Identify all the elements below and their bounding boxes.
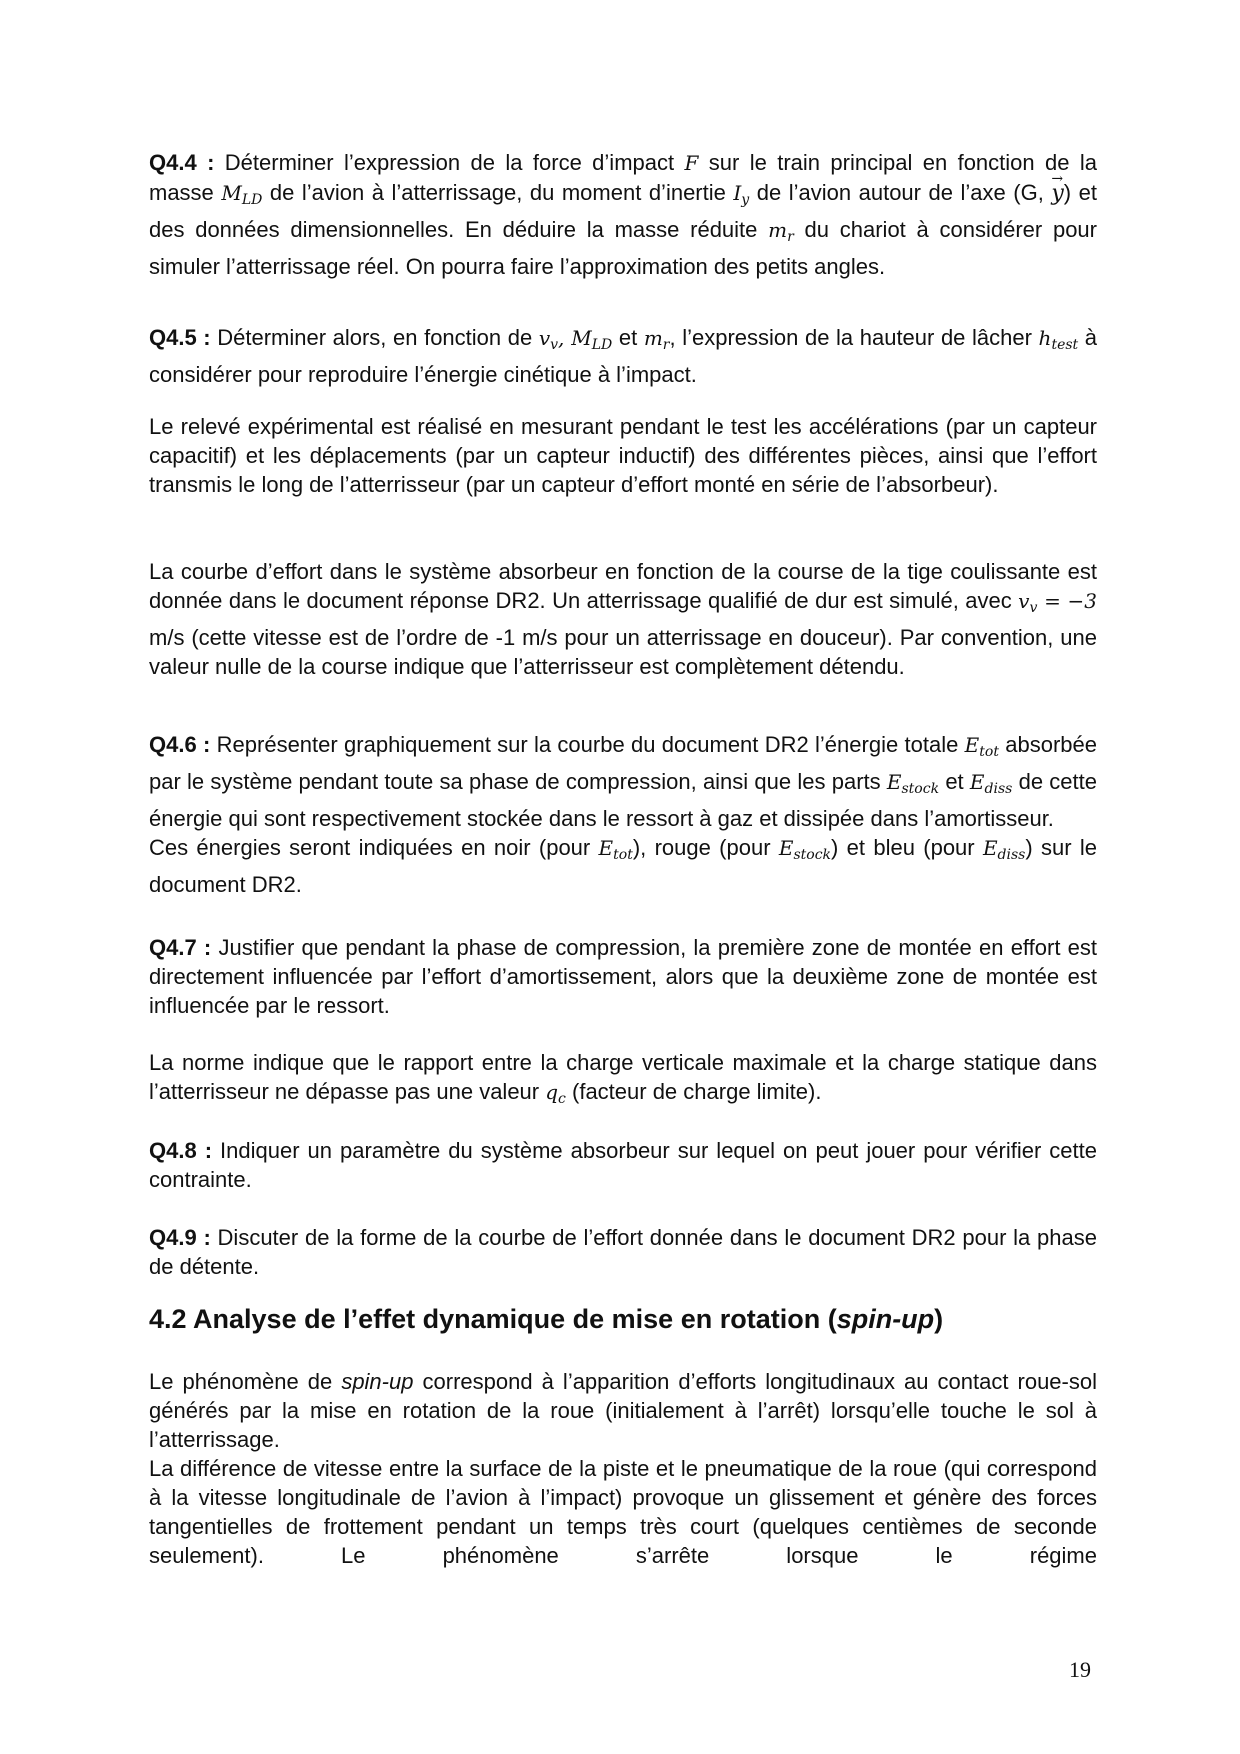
math-vector-y: y → [1051,179,1063,208]
paragraph-releve: Le relevé expérimental est réalisé en mesurant pendant le test les accélérations (par un capteur capacitif) et les déplacements (par un capteur inductif) des différentes pièces, ainsi que l’effort transmis le long de l’atterrisseur (par un capteur d’effort monté en série de l’absorbeur). [149,414,1097,497]
math-energy-tot: E [964,733,980,757]
math-velocity: v [1018,589,1030,613]
question-q4-5: Q4.5 : Déterminer alors, en fonction de $v_v$, $M_{LD}$ et $m_r$, l’expression de la hauteur de lâcher $h_{test}$ à considérer pour reproduire l’énergie cinétique à l’impact. [149,325,1098,387]
question-label: Q4.7 : [149,935,212,960]
question-label: Q4.4 : [149,150,215,175]
paragraph-spinup-2: La différence de vitesse entre la surface de la piste et le pneumatique de la roue (qui correspond à la vitesse longitudinale de l’avion à l’impact) provoque un glissement et génère des forces tangentielles de frottement pendant un temps très court (quelques centièmes de seconde seulement). Le phénomène s’arrête lorsque le régime [149,1456,1097,1568]
math-height: h [1038,326,1052,350]
question-q4-4: Q4.4 : Déterminer l’expression de la force d’impact F sur le train principal en fonction de la masse $M_{LD}$ de l’avion à l’atterrissage, du moment d’inertie $I_y$ de l’avion autour de l’axe (G, y →) et des données dimensionnelles. En déduire la masse réduite $m_r$ du chariot à considérer pour simuler l’atterrissage réel. On pourra faire l’approximation des petits angles. [149,148,1097,281]
question-label: Q4.9 : [149,1225,211,1250]
math-mass-mld: M [571,326,592,350]
math-energy-diss: E [969,770,985,794]
math-mass-mld: M [221,181,242,205]
question-q4-6: Q4.6 : Représenter graphiquement sur la courbe du document DR2 l’énergie totale $E_{tot}$ absorbée par le système pendant toute sa phase de compression, ainsi que les parts $E_{stock}$ et $E_{diss}$ de cette énergie qui sont respectivement stockée dans le ressort à gaz et dissipée dans l’amortisseur. Ces énergies seront indiquées en noir (pour $E_{tot}$), rouge (pour $E_{stock}$) et bleu (pour $E_{diss}$) sur le document DR2. [149,732,1098,897]
question-label: Q4.8 : [149,1138,213,1163]
question-label: Q4.6 : [149,732,211,757]
math-velocity: v [538,326,551,350]
math-load-factor: q [545,1080,559,1104]
question-q4-8: Q4.8 : Indiquer un paramètre du système absorbeur sur lequel on peut jouer pour vérifier cette contrainte. [149,1138,1097,1192]
math-equation: = −3 [1037,589,1097,613]
page-number: 19 [1069,1657,1091,1682]
math-force: F [684,151,699,175]
question-q4-9: Q4.9 : Discuter de la forme de la courbe de l’effort donnée dans le document DR2 pour la phase de détente. [149,1225,1097,1279]
paragraph-courbe: La courbe d’effort dans le système absorbeur en fonction de la course de la tige coulissante est donnée dans le document réponse DR2. Un atterrissage qualifié de dur est simulé, avec $v_v = -3$ m/s (cette vitesse est de l’ordre de -1 m/s pour un atterrissage en douceur). Par convention, une valeur nulle de la course indique que l’atterrisseur est complètement détendu. [149,559,1097,679]
question-q4-7: Q4.7 : Justifier que pendant la phase de compression, la première zone de montée en effort est directement influencée par l’effort d’amortissement, alors que la deuxième zone de montée est influencée par le ressort. [149,935,1097,1018]
math-reduced-mass: m [643,326,663,350]
paragraph-norme: La norme indique que le rapport entre la charge verticale maximale et la charge statique dans l’atterrisseur ne dépasse pas une valeur $q_c$ (facteur de charge limite). [149,1050,1097,1107]
math-reduced-mass: m [768,218,788,242]
math-energy-stock: E [886,770,902,794]
section-heading: 4.2 Analyse de l’effet dynamique de mise en rotation (spin-up) [149,1304,944,1334]
paragraph-spinup-1: Le phénomène de spin-up correspond à l’apparition d’efforts longitudinaux au contact roue-sol générés par la mise en rotation de la roue (initialement à l’arrêt) lorsqu’elle touche le sol à l’atterrissage. [149,1369,1097,1452]
math-inertia: I [733,181,742,205]
question-label: Q4.5 : [149,325,211,350]
